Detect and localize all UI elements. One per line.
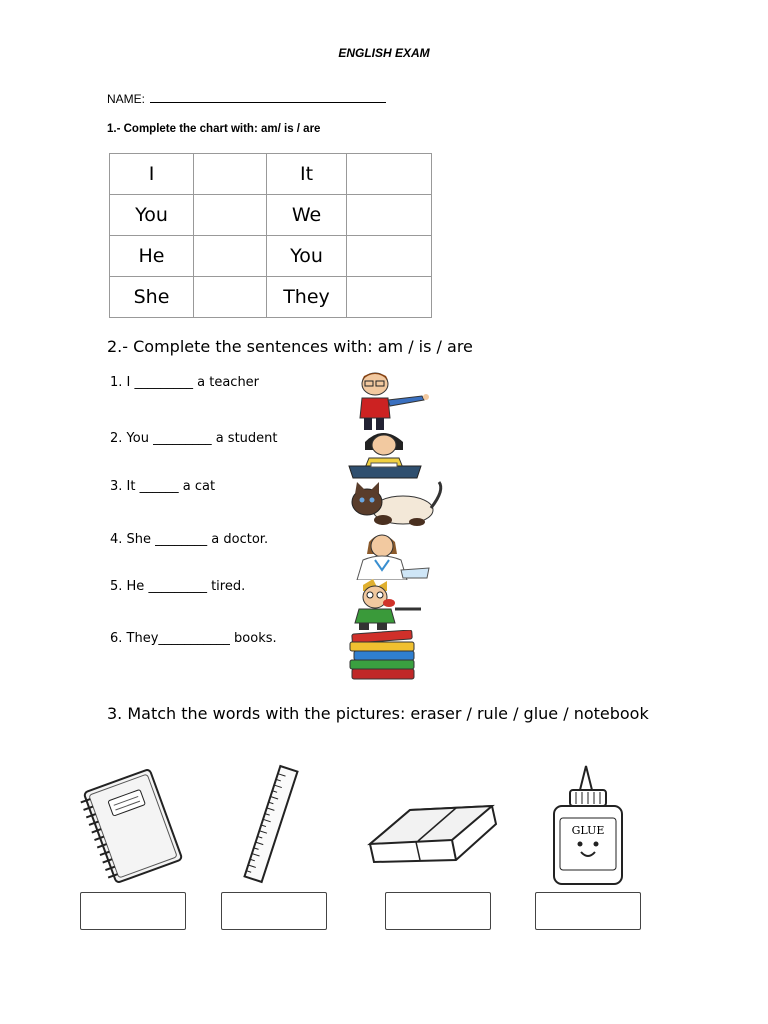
answer-cell[interactable] bbox=[194, 277, 267, 318]
eraser-icon bbox=[364, 794, 500, 870]
question-1-instruction: 1.- Complete the chart with: am/ is / are bbox=[107, 123, 321, 135]
cat-icon bbox=[345, 480, 449, 528]
sentence-2: 2. You _________ a student bbox=[110, 431, 278, 446]
ruler-icon bbox=[236, 764, 306, 884]
pronoun-cell: You bbox=[110, 195, 194, 236]
name-input-line[interactable] bbox=[150, 92, 386, 103]
pronoun-cell: She bbox=[110, 277, 194, 318]
student-icon bbox=[345, 428, 425, 480]
pronoun-cell: It bbox=[267, 154, 347, 195]
exam-title: ENGLISH EXAM bbox=[338, 46, 430, 60]
question-3-instruction: 3. Match the words with the pictures: eraser / rule / glue / notebook bbox=[107, 704, 649, 723]
pronoun-cell: We bbox=[267, 195, 347, 236]
chart-row bbox=[110, 236, 432, 277]
teacher-icon bbox=[342, 370, 442, 432]
answer-cell[interactable] bbox=[194, 154, 267, 195]
name-field bbox=[107, 92, 386, 106]
glue-icon bbox=[548, 764, 628, 886]
answer-cell[interactable] bbox=[194, 236, 267, 277]
sentence-5: 5. He _________ tired. bbox=[110, 579, 246, 594]
pronoun-cell: He bbox=[110, 236, 194, 277]
pronoun-cell: I bbox=[110, 154, 194, 195]
sentence-6: 6. They___________ books. bbox=[110, 631, 277, 646]
answer-cell[interactable] bbox=[347, 154, 432, 195]
sentence-1: 1. I _________ a teacher bbox=[110, 375, 260, 390]
books-icon bbox=[346, 630, 420, 684]
answer-cell[interactable] bbox=[194, 195, 267, 236]
answer-box-notebook[interactable] bbox=[80, 892, 186, 930]
answer-box-eraser[interactable] bbox=[385, 892, 491, 930]
doctor-icon bbox=[345, 530, 435, 580]
answer-cell[interactable] bbox=[347, 195, 432, 236]
chart-row bbox=[110, 154, 432, 195]
sentence-4: 4. She ________ a doctor. bbox=[110, 532, 269, 547]
verb-chart bbox=[109, 153, 432, 318]
sentence-3: 3. It ______ a cat bbox=[110, 479, 216, 494]
chart-row bbox=[110, 277, 432, 318]
name-label: NAME: bbox=[107, 92, 146, 106]
chart-row bbox=[110, 195, 432, 236]
question-2-instruction: 2.- Complete the sentences with: am / is / are bbox=[107, 337, 473, 356]
pronoun-cell: They bbox=[267, 277, 347, 318]
tired-man-icon bbox=[345, 579, 427, 631]
pronoun-cell: You bbox=[267, 236, 347, 277]
notebook-icon bbox=[76, 768, 190, 884]
answer-cell[interactable] bbox=[347, 277, 432, 318]
answer-box-glue[interactable] bbox=[535, 892, 641, 930]
answer-box-ruler[interactable] bbox=[221, 892, 327, 930]
answer-cell[interactable] bbox=[347, 236, 432, 277]
glue-label: GLUE bbox=[571, 824, 605, 837]
